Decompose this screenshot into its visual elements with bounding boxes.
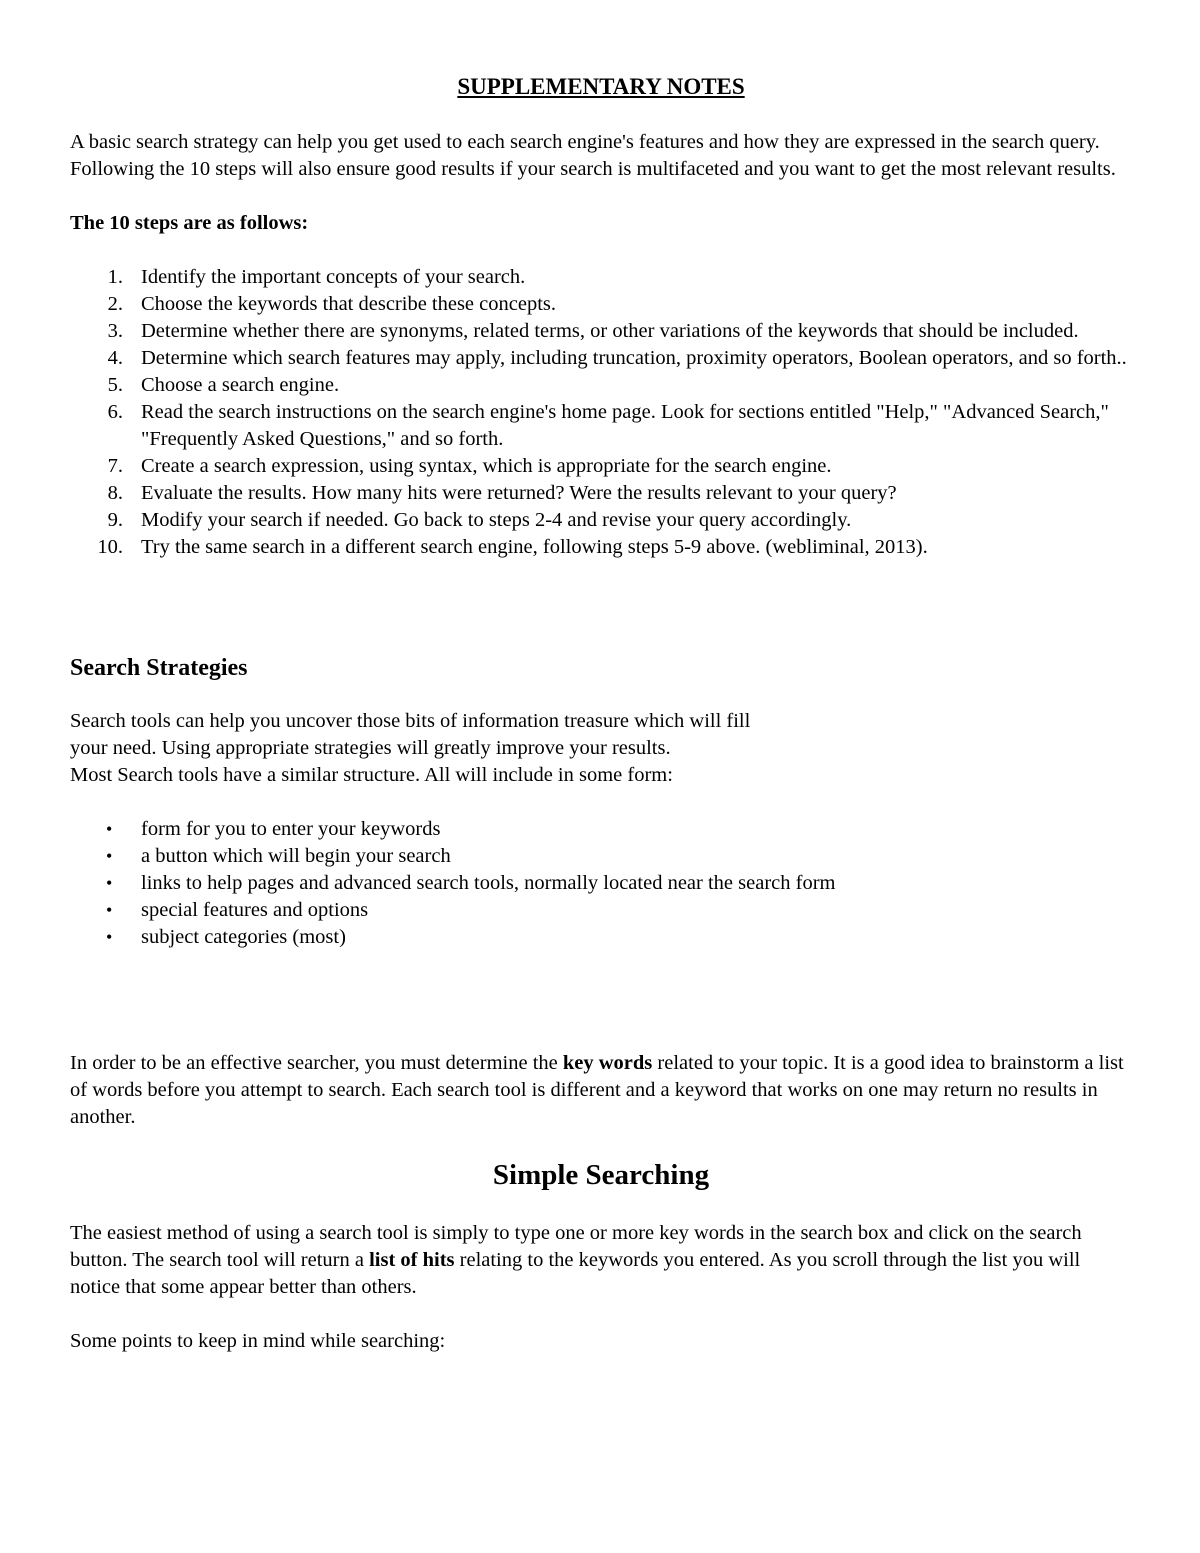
bullet-item — [70, 816, 1132, 843]
spacer — [70, 561, 1132, 653]
closing-line: Some points to keep in mind while searching: — [70, 1330, 446, 1352]
bullet-text: special features and options — [141, 899, 369, 921]
simple-text: relating to the keywords you entered. As you scroll through the list you will notice that some appear better than others. — [70, 1249, 1081, 1298]
keywords-text: related to your topic. It is a good idea to brainstorm a list of words before you attempt to search. Each search tool is different and a keyword that works on one may return no results in another. — [70, 1052, 1124, 1128]
step-text: Choose a search engine. — [141, 374, 340, 396]
step-number: 7. — [107, 455, 123, 477]
step-item — [70, 372, 1132, 399]
step-item — [70, 453, 1132, 480]
step-number: 5. — [107, 374, 123, 396]
step-text: Determine whether there are synonyms, related terms, or other variations of the keywords that should be included. — [141, 320, 1079, 342]
step-item — [70, 345, 1132, 372]
bullet-text: form for you to enter your keywords — [141, 818, 441, 840]
step-number: 8. — [107, 482, 123, 504]
strategies-line: your need. Using appropriate strategies will greatly improve your results. — [70, 737, 671, 759]
bullet-icon: • — [106, 846, 113, 866]
step-text: Evaluate the results. How many hits were returned? Were the results relevant to your query? — [141, 482, 897, 504]
step-item — [70, 291, 1132, 318]
step-number: 9. — [107, 509, 123, 531]
step-text: Try the same search in a different search engine, following steps 5-9 above. (webliminal, 2013). — [141, 536, 928, 558]
bullet-text: links to help pages and advanced search tools, normally located near the search form — [141, 872, 836, 894]
spacer — [70, 683, 1132, 708]
intro-paragraph: A basic search strategy can help you get used to each search engine's features and how they are expressed in the search query. Following the 10 steps will also ensure good results if your search is multifaceted and you want to get the most relevant results. — [70, 131, 1116, 180]
tool-features-list — [70, 816, 1132, 951]
strategies-line: Most Search tools have a similar structure. All will include in some form: — [70, 764, 673, 786]
bullet-text: subject categories (most) — [141, 926, 346, 948]
step-item — [70, 507, 1132, 534]
keywords-text: In order to be an effective searcher, you must determine the — [70, 1052, 563, 1074]
bullet-icon: • — [106, 900, 113, 920]
simple-text: The easiest method of using a search tool is simply to type one or more key words in the search box and click on the search button. The search tool will return a — [70, 1222, 1082, 1271]
step-number: 6. — [107, 401, 123, 423]
step-text: Determine which search features may apply, including truncation, proximity operators, Boolean operators, and so forth.. — [141, 347, 1127, 369]
step-number: 1. — [107, 266, 123, 288]
step-number: 10. — [97, 536, 123, 558]
spacer — [70, 951, 1132, 1050]
key-words-emphasis: key words — [562, 1052, 653, 1074]
step-text: Identify the important concepts of your search. — [141, 266, 526, 288]
bullet-item — [70, 843, 1132, 870]
bullet-item — [70, 924, 1132, 951]
steps-heading: The 10 steps are as follows: — [70, 212, 309, 234]
step-item — [70, 399, 1132, 453]
simple-searching-heading: Simple Searching — [492, 1159, 710, 1191]
step-item — [70, 534, 1132, 561]
document-page — [70, 72, 1132, 1355]
step-number: 2. — [107, 293, 123, 315]
step-item — [70, 480, 1132, 507]
simple-searching-paragraph — [70, 1220, 1132, 1301]
step-number: 3. — [107, 320, 123, 342]
steps-list — [70, 264, 1132, 561]
bullet-item — [70, 870, 1132, 897]
step-item — [70, 264, 1132, 291]
keywords-paragraph — [70, 1050, 1132, 1131]
step-item — [70, 318, 1132, 345]
bullet-text: a button which will begin your search — [141, 845, 451, 867]
step-text: Create a search expression, using syntax, which is appropriate for the search engine. — [141, 455, 832, 477]
strategies-line: Search tools can help you uncover those bits of information treasure which will fill — [70, 710, 751, 732]
bullet-icon: • — [106, 819, 113, 839]
bullet-icon: • — [106, 927, 113, 947]
step-text: Read the search instructions on the search engine's home page. Look for sections entitled "Help," "Advanced Search," "Frequently Asked Questions," and so forth. — [141, 401, 1109, 450]
search-strategies-heading: Search Strategies — [70, 655, 248, 681]
bullet-icon: • — [106, 873, 113, 893]
bullet-item — [70, 897, 1132, 924]
step-number: 4. — [107, 347, 123, 369]
document-title: SUPPLEMENTARY NOTES — [457, 74, 745, 99]
list-of-hits-emphasis: list of hits — [369, 1249, 455, 1271]
step-text: Choose the keywords that describe these concepts. — [141, 293, 557, 315]
step-text: Modify your search if needed. Go back to steps 2-4 and revise your query accordingly. — [141, 509, 852, 531]
